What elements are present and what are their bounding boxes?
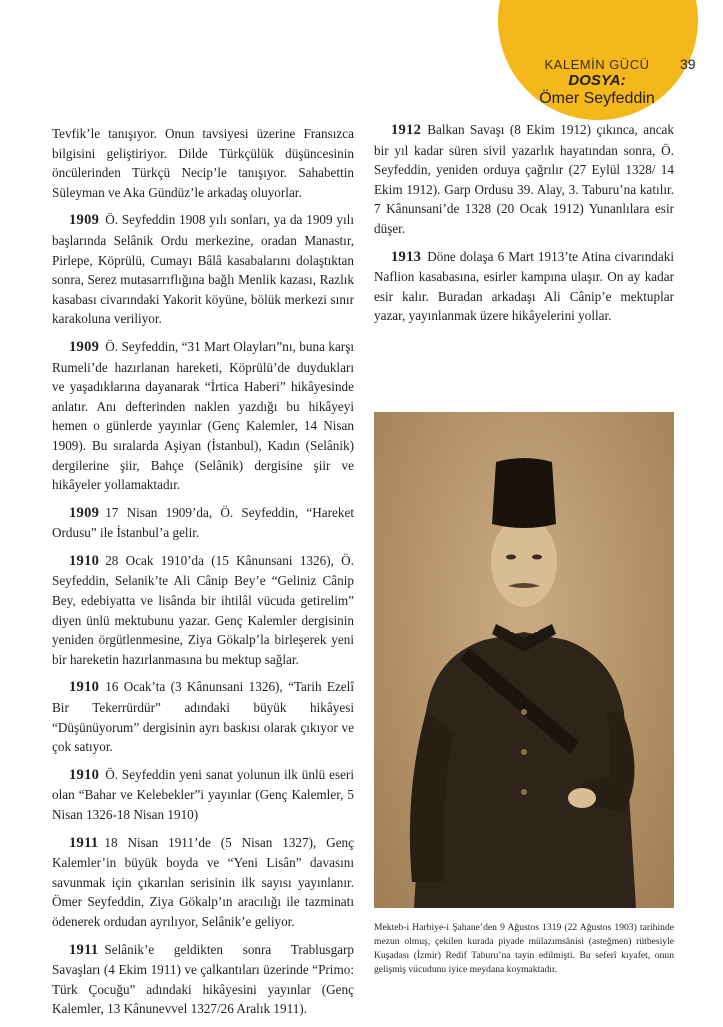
eye-shape	[506, 555, 516, 560]
timeline-entry	[52, 551, 354, 670]
entry-year: 1909	[69, 212, 100, 229]
timeline-entry	[374, 247, 674, 326]
entry-text: Ö. Seyfeddin, “31 Mart Olayları”nı, buna karşı Rumeli’de hazırlanan hareketi, Köprülü’de duydukları ve yaşadıklarına dayanarak “İrtica Haberi” hikâyesinde anlatır. Anı defterinden naklen yazdığı bu hikâyeyi hemen o günlerde yayınlar (Genç Kalemler, 14 Nisan 1909). Bu sıralarda Aşiyan (İstanbul), Kadın (Selânik) dergilerine şiir, Bahçe (Selânik) dergisine şiir ve hikâyeler yollamaktadır.	[52, 338, 354, 493]
entry-year: 1913	[391, 248, 422, 265]
entry-year: 1910	[69, 552, 100, 569]
eye-shape	[532, 555, 542, 560]
series-title: KALEMİN GÜCÜ	[544, 57, 650, 72]
portrait-illustration	[374, 412, 674, 908]
button-shape	[521, 709, 527, 715]
entry-text: Balkan Savaşı (8 Ekim 1912) çıkınca, ancak bir yıl kadar süren sivil yazarlık hayatından sonra, Ö. Seyfeddin, yeniden orduya çağrılır (27 Eylül 1328/ 14 Ekim 1912). Garp Ordusu 39. Alay, 3. Taburu’na katılır. 7 Kânunsani’de 1328 (20 Ocak 1912) Yunanlılara esir düşer.	[374, 122, 674, 236]
hand-shape	[568, 788, 596, 808]
entry-year: 1910	[69, 679, 100, 696]
timeline-entry	[52, 940, 354, 1019]
paragraph	[52, 124, 354, 202]
button-shape	[521, 789, 527, 795]
entry-text: Döne dolaşa 6 Mart 1913’te Atina civarındaki Naflion kasabasına, esirler kampına ulaşır. On ay kadar esir kalır. Buradan arkadaşı Ali Cânip’e mektuplar yazar, yayınlanmak üzere hikâyelerini yollar.	[374, 248, 674, 324]
page-number: 39	[680, 56, 696, 72]
portrait-photo	[374, 412, 674, 908]
timeline-entry	[52, 503, 354, 543]
fez-shape	[492, 458, 556, 528]
entry-year: 1909	[69, 504, 100, 521]
entry-year: 1909	[69, 338, 100, 355]
entry-text: Selânik’e geldikten sonra Trablusgarp Savaşları (4 Ekim 1911) ve çalkantıları üzerinde “Primo: Türk Çocuğu” adındaki hikâyesini yayınlar (Genç Kalemler, 13 Kânunevvel 1327/26 Aralık 1911).	[52, 941, 354, 1017]
timeline-entry	[52, 337, 354, 495]
timeline-entry	[52, 765, 354, 825]
entry-text: 17 Nisan 1909’da, Ö. Seyfeddin, “Hareket Ordusu” ile İstanbul’a gelir.	[52, 504, 354, 541]
entry-text: 18 Nisan 1911’de (5 Nisan 1327), Genç Kalemler’in büyük boyda ve “Yeni Lisân” davasını savunmak için çıkarılan serisinin ilk sayısı yayınlanır. Ömer Seyfeddin, Ziya Gökalp’ın aracılığı ile tazminatı ödenerek ordudan ayrılıyor, Selânik’e geliyor.	[52, 834, 354, 929]
entry-year: 1912	[391, 122, 422, 138]
entry-year: 1910	[69, 766, 100, 783]
entry-text: 28 Ocak 1910’da (15 Kânunsani 1326), Ö. Seyfeddin, Selanik’te Ali Cânip Bey’e “Geliniz Cânip Bey, edebiyatta ve lisânda bir ihtilâl vücuda getirelim” diyen ünlü mektubunu yazar. Genç Kalemler dergisinin yeniden örgütlenmesine, Ziya Gökalp’la birleşerek yeni bir hareketin hazırlanmasına bu mektup sağlar.	[52, 552, 354, 667]
timeline-entry	[374, 120, 674, 239]
left-column	[52, 124, 354, 1027]
photo-caption: Mekteb-i Harbiye-i Şahane’den 9 Ağustos 1319 (22 Ağustos 1903) tarihinde mezun olmuş, çekilen kurada piyade mülazımsânisi (asteğmen) rütbesiyle Kuşadası (İzmir) Redif Taburu’na tayin edilmişti. Bu seferî kıyafet, onun gelişmiş vücudunu iyice meydana koymaktadır.	[374, 922, 674, 975]
entry-year: 1911	[69, 834, 99, 851]
dosya-label: DOSYA:	[568, 72, 626, 89]
paragraph-text: Tevfik’le tanışıyor. Onun tavsiyesi üzerine Fransızca bilgisini geliştiriyor. Dilde Türkçülük düşüncesinin öncülerinden Türkçü Necip’le tanışıyor. Sahabettin Süleyman ve Aka Gündüz’le arkadaş oluyorlar.	[52, 126, 354, 200]
entry-year: 1911	[69, 941, 99, 958]
entry-text: 16 Ocak’ta (3 Kânunsani 1326), “Tarih Ezelî Bir Tekerrürdür” adındaki büyük hikâyesi “Düşünüyorum” dergisinin ayrı baskısı olarak çıkıyor ve çok satıyor.	[52, 679, 354, 755]
timeline-entry	[52, 677, 354, 756]
entry-text: Ö. Seyfeddin 1908 yılı sonları, ya da 1909 yılı başlarında Selânik Ordu merkezine, oradan Manastır, Pirlepe, Köprülü, Cumayı Bâlâ kasabalarını dolaştıktan sonra, Serez mutasarrıflığına bağlı Menlik kazası, Razlık kasabası civarındaki Yakorit köyüne, bölük merkezi sınır karakoluna veriliyor.	[52, 212, 354, 327]
button-shape	[521, 749, 527, 755]
face-shape	[491, 517, 557, 607]
right-column	[374, 120, 674, 334]
dossier-name: Ömer Seyfeddin	[539, 90, 655, 107]
timeline-entry	[52, 210, 354, 329]
entry-text: Ö. Seyfeddin yeni sanat yolunun ilk ünlü eseri olan “Bahar ve Kelebekler”i yayınlar (Genç Kalemler, 5 Nisan 1326-18 Nisan 1910)	[52, 766, 354, 822]
timeline-entry	[52, 833, 354, 932]
